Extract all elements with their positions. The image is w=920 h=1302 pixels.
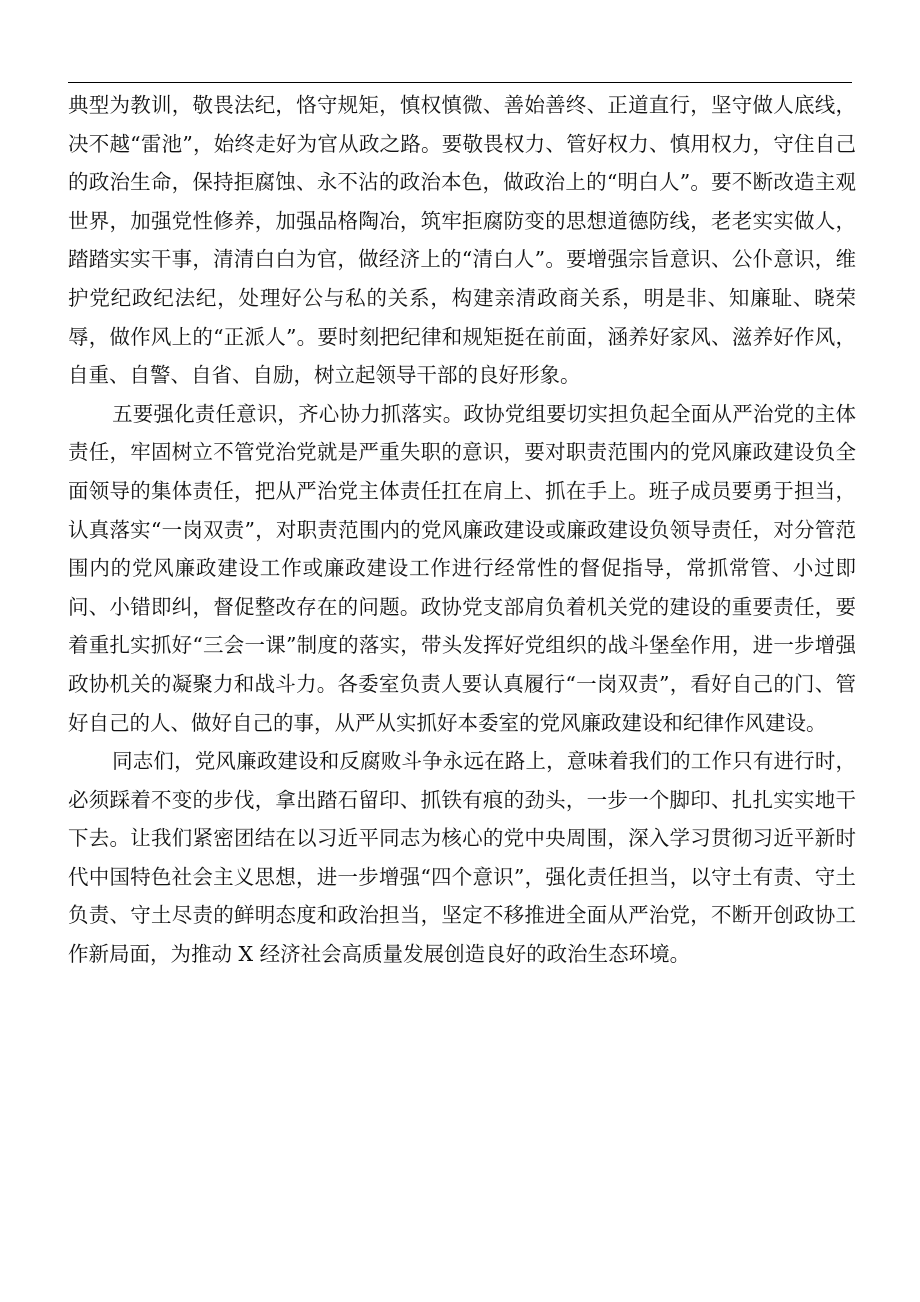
paragraph-3: 同志们，党风廉政建设和反腐败斗争永远在路上，意味着我们的工作只有进行时，必须踩着不变的步伐，拿出踏石留印、抓铁有痕的劲头，一步一个脚印、扎扎实实地干下去。让我们紧密团结在以习近平同志为核心的党中央周围，深入学习贯彻习近平新时代中国特色社会主义思想，进一步增强“四个意识”，强化责任担当，以守土有责、守土负责、守土尽责的鲜明态度和政治担当，坚定不移推进全面从严治党，不断开创政协工作新局面，为推动 X 经济社会高质量发展创造良好的政治生态环境。 <box>68 749 856 967</box>
document-body <box>68 86 856 974</box>
paragraph-1: 典型为教训，敬畏法纪，恪守规矩，慎权慎微、善始善终、正道直行，坚守做人底线，决不越“雷池”，始终走好为官从政之路。要敬畏权力、管好权力、慎用权力，守住自己的政治生命，保持拒腐蚀、永不沾的政治本色，做政治上的“明白人”。要不断改造主观世界，加强党性修养，加强品格陶冶，筑牢拒腐防变的思想道德防线，老老实实做人，踏踏实实干事，清清白白为官，做经济上的“清白人”。要增强宗旨意识、公仆意识，维护党纪政纪法纪，处理好公与私的关系，构建亲清政商关系，明是非、知廉耻、晓荣辱，做作风上的“正派人”。要时刻把纪律和规矩挺在前面，涵养好家风、滋养好作风，自重、自警、自省、自励，树立起领导干部的良好形象。 <box>68 93 856 388</box>
paragraph-2: 五要强化责任意识，齐心协力抓落实。政协党组要切实担负起全面从严治党的主体责任，牢固树立不管党治党就是严重失职的意识，要对职责范围内的党风廉政建设负全面领导的集体责任，把从严治党主体责任扛在肩上、抓在手上。班子成员要勇于担当，认真落实“一岗双责”，对职责范围内的党风廉政建设或廉政建设负领导责任，对分管范围内的党风廉政建设工作或廉政建设工作进行经常性的督促指导，常抓常管、小过即问、小错即纠，督促整改存在的问题。政协党支部肩负着机关党的建设的重要责任，要着重扎实抓好“三会一课”制度的落实，带头发挥好党组织的战斗堡垒作用，进一步增强政协机关的凝聚力和战斗力。各委室负责人要认真履行“一岗双责”，看好自己的门、管好自己的人、做好自己的事，从严从实抓好本委室的党风廉政建设和纪律作风建设。 <box>68 401 856 735</box>
header-rule <box>68 82 852 83</box>
